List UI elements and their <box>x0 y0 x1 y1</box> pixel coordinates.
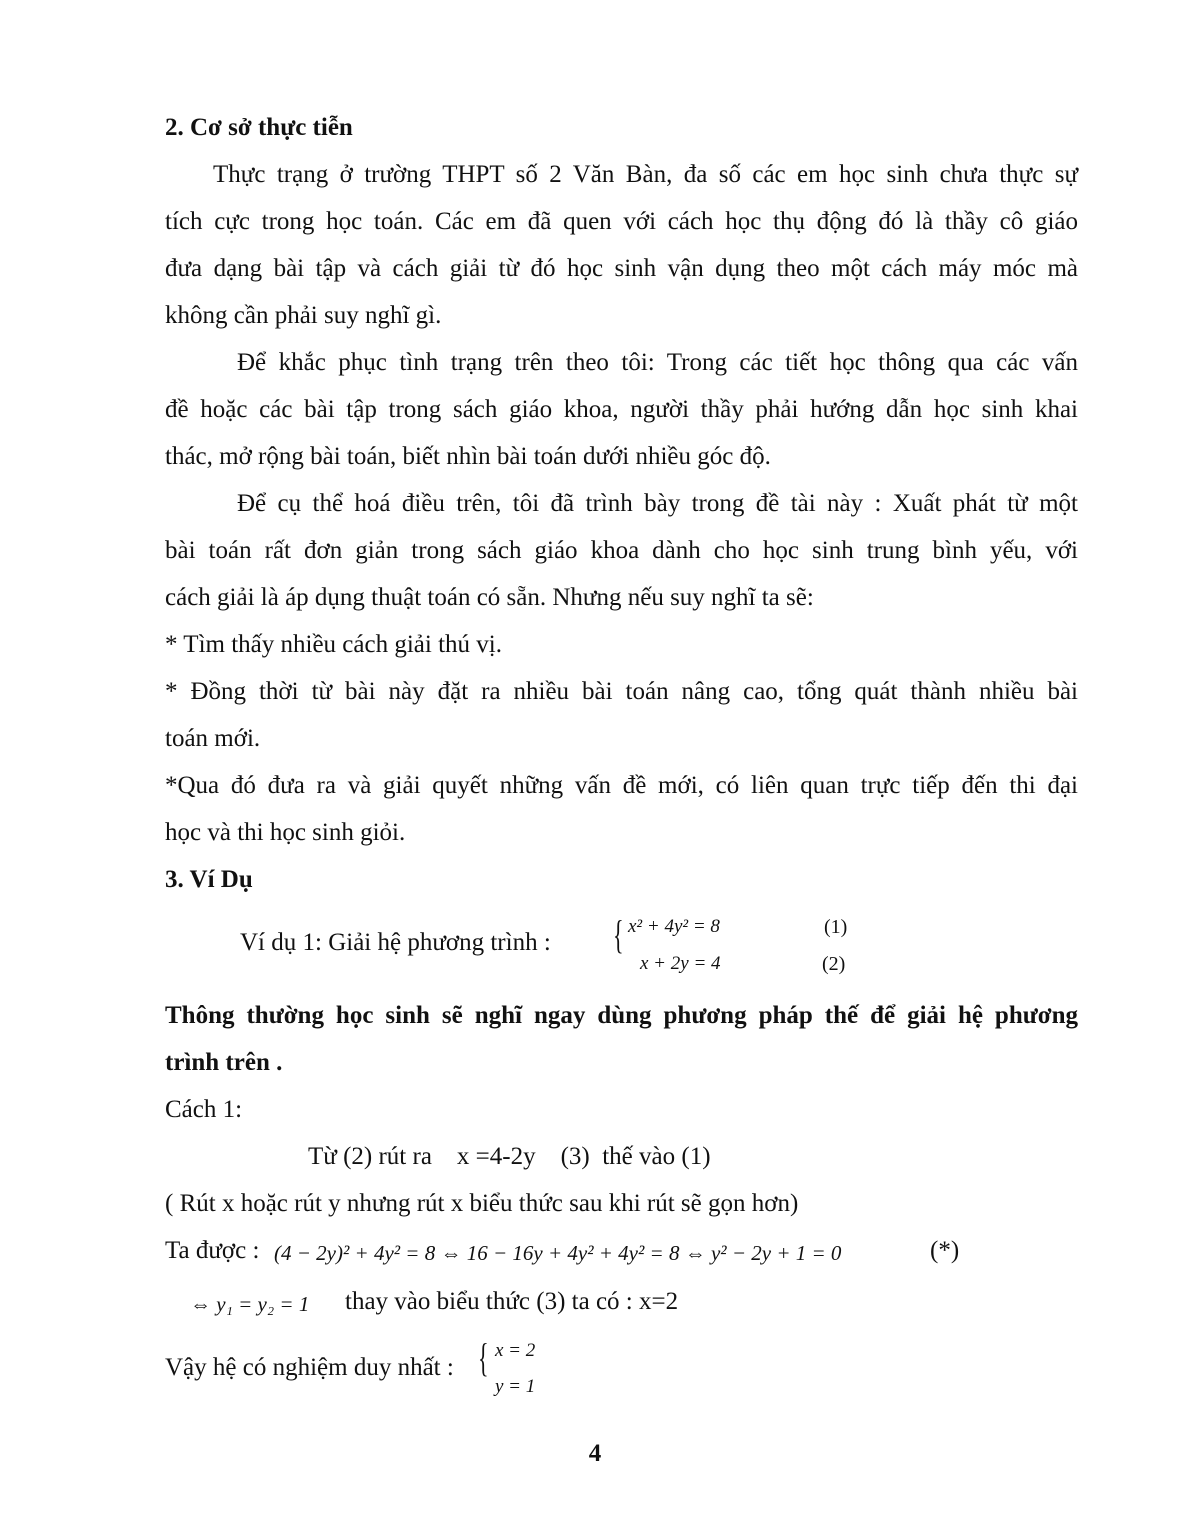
eq-number-2: (2) <box>822 953 846 975</box>
para3-line1: Để cụ thể hoá điều trên, tôi đã trình bày trong đề tài này : Xuất phát từ một <box>237 490 1078 517</box>
y-solution: ⇔ y₁ = y₂ = 1 <box>190 1292 310 1316</box>
solution-brace-icon: { <box>478 1335 489 1380</box>
example-label: Ví dụ 1: Giải hệ phương trình : <box>240 929 551 956</box>
para3-line2: bài toán rất đơn giản trong sách giáo khoa dành cho học sinh trung bình yếu, với <box>165 537 1078 564</box>
conclusion-label: Vậy hệ có nghiệm duy nhất : <box>165 1354 454 1381</box>
system-eq-2: x + 2y = 4 <box>640 953 721 974</box>
para3-line3: cách giải là áp dụng thuật toán có sẵn. Nhưng nếu suy nghĩ ta sẽ: <box>165 584 814 611</box>
method-1-note: ( Rút x hoặc rút y nhưng rút x biểu thức sau khi rút sẽ gọn hơn) <box>165 1190 799 1217</box>
solution-x: x = 2 <box>495 1340 536 1361</box>
method-1-step: Từ (2) rút ra x =4-2y (3) thế vào (1) <box>308 1143 711 1170</box>
result-label: Ta được : <box>165 1237 260 1264</box>
para1-line1: Thực trạng ở trường THPT số 2 Văn Bàn, đa số các em học sinh chưa thực sự <box>213 161 1078 188</box>
para2-line3: thác, mở rộng bài toán, biết nhìn bài toán dưới nhiều góc độ. <box>165 443 771 470</box>
solution-y: y = 1 <box>495 1376 536 1397</box>
bullet-2-line1: * Đồng thời từ bài này đặt ra nhiều bài toán nâng cao, tổng quát thành nhiều bài <box>165 678 1078 705</box>
section-heading-2: 2. Cơ sở thực tiễn <box>165 114 353 141</box>
bold-note-line2: trình trên . <box>165 1049 283 1076</box>
para1-line3: đưa dạng bài tập và cách giải từ đó học sinh vận dụng theo một cách máy móc mà <box>165 255 1078 282</box>
result-equation: (4 − 2y)² + 4y² = 8 ⇔ 16 − 16y + 4y² + 4y² = 8 ⇔ y² − 2y + 1 = 0 <box>274 1241 842 1265</box>
bold-note-line1: Thông thường học sinh sẽ nghĩ ngay dùng phương pháp thế để giải hệ phương <box>165 1002 1078 1029</box>
result-tag: (*) <box>930 1237 960 1264</box>
bullet-3-line2: học và thi học sinh giỏi. <box>165 819 406 846</box>
system-eq-1: x² + 4y² = 8 <box>628 916 720 937</box>
bullet-2-line2: toán mới. <box>165 725 261 752</box>
para1-line2: tích cực trong học toán. Các em đã quen với cách học thụ động đó là thầy cô giáo <box>165 208 1078 235</box>
method-1-label: Cách 1: <box>165 1096 243 1123</box>
para1-line4: không cần phải suy nghĩ gì. <box>165 302 442 329</box>
y-substitution-text: thay vào biểu thức (3) ta có : x=2 <box>345 1288 679 1315</box>
section-heading-3: 3. Ví Dụ <box>165 866 253 893</box>
bullet-3-line1: *Qua đó đưa ra và giải quyết những vấn đề mới, có liên quan trực tiếp đến thi đại <box>165 772 1078 799</box>
page-number: 4 <box>588 1440 602 1467</box>
para2-line1: Để khắc phục tình trạng trên theo tôi: Trong các tiết học thông qua các vấn <box>237 349 1078 376</box>
left-brace-icon: { <box>613 912 624 957</box>
eq-number-1: (1) <box>824 916 848 938</box>
para2-line2: đề hoặc các bài tập trong sách giáo khoa, người thầy phải hướng dẫn học sinh khai <box>165 396 1078 423</box>
bullet-1: * Tìm thấy nhiều cách giải thú vị. <box>165 631 502 658</box>
